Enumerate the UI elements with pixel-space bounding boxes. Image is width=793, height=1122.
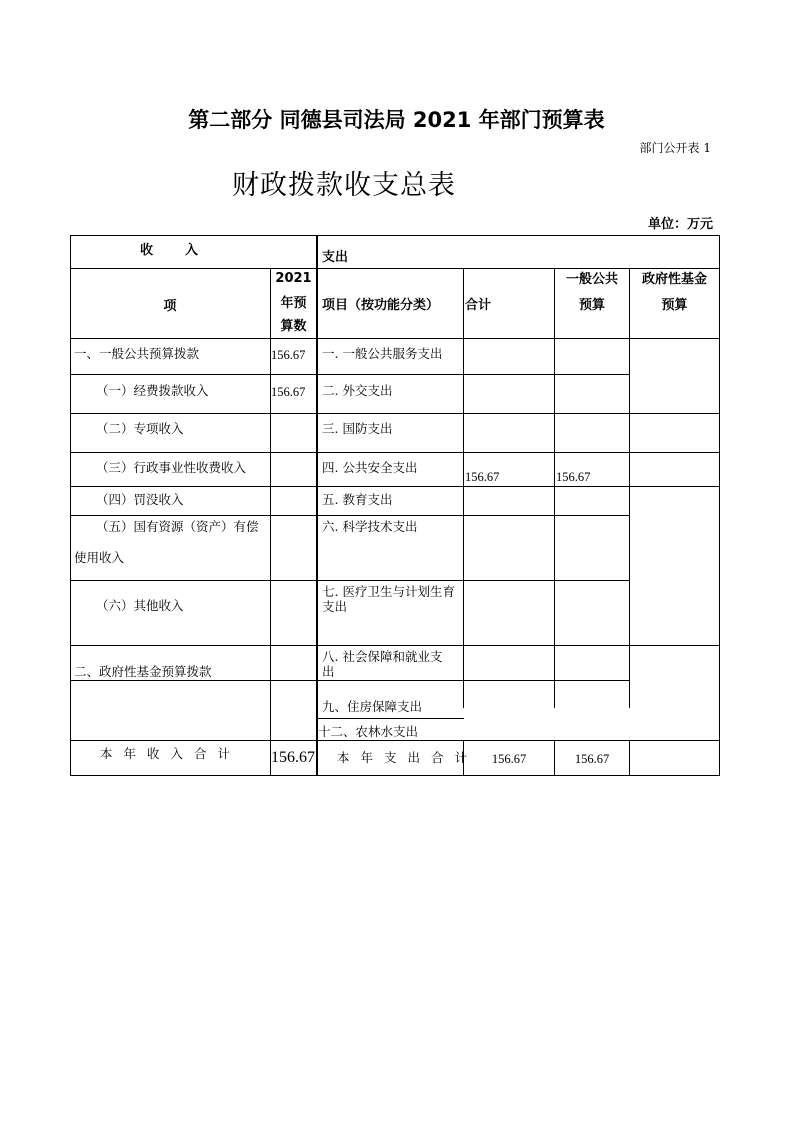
row-line-10 bbox=[316, 718, 464, 719]
income-row-value: 156.67 bbox=[271, 348, 306, 362]
col-general-line1: 一般公共 bbox=[565, 272, 618, 287]
expense-row-label-cont: 出 bbox=[322, 664, 335, 679]
row-line-totals bbox=[70, 740, 720, 741]
income-total-value: 156.67 bbox=[271, 749, 315, 766]
part-title: 第二部分 同德县司法局 2021 年部门预算表 bbox=[188, 108, 605, 132]
row-line-1 bbox=[70, 338, 720, 339]
expense-row-label: 五. 教育支出 bbox=[322, 492, 393, 507]
row-line-2 bbox=[70, 374, 630, 375]
expense-general-total-value: 156.67 bbox=[574, 752, 610, 766]
expense-total-value: 156.67 bbox=[491, 752, 527, 766]
expense-total-label: 本年支出合计 bbox=[337, 750, 479, 765]
col-budget-2021-line3: 算数 bbox=[280, 319, 307, 334]
row-line-9 bbox=[70, 680, 630, 681]
table-right-border bbox=[719, 235, 720, 776]
income-row-label: （五）国有资源（资产）有偿 bbox=[96, 519, 259, 534]
table-title: 财政拨款收支总表 bbox=[232, 170, 456, 201]
expense-row-label: 二. 外交支出 bbox=[322, 383, 393, 398]
income-row-label: 一、一般公共预算拨款 bbox=[74, 346, 200, 361]
expense-row-general: 156.67 bbox=[556, 470, 591, 484]
expense-row-label: 一. 一般公共服务支出 bbox=[322, 346, 443, 361]
income-row-label-cont: 使用收入 bbox=[74, 550, 125, 565]
row-line-4 bbox=[70, 452, 720, 453]
expense-row-label: 九、住房保障支出 bbox=[322, 699, 423, 714]
expense-row-label: 八. 社会保障和就业支 bbox=[322, 649, 443, 664]
expense-row-total: 156.67 bbox=[465, 470, 500, 484]
income-row-label: （四）罚没收入 bbox=[96, 492, 184, 507]
form-number: 部门公开表 1 bbox=[639, 141, 711, 155]
col-expense-item-header: 项目（按功能分类） bbox=[322, 298, 440, 313]
expense-row-label: 三. 国防支出 bbox=[322, 421, 393, 436]
income-row-label: （一）经费拨款收入 bbox=[96, 383, 209, 398]
income-row-label: 二、政府性基金预算拨款 bbox=[74, 664, 212, 679]
table-top-border bbox=[70, 235, 720, 236]
col-item-header: 项 bbox=[163, 299, 177, 314]
income-row-label: （三）行政事业性收费收入 bbox=[96, 460, 247, 475]
income-header: 收 入 bbox=[139, 243, 200, 258]
row-line-8 bbox=[70, 645, 720, 646]
divider-general-fund-a bbox=[629, 268, 630, 708]
income-row-label: （六）其他收入 bbox=[96, 598, 184, 613]
expense-header: 支出 bbox=[322, 250, 349, 265]
expense-row-label-cont: 支出 bbox=[322, 599, 348, 614]
expense-row-label: 四. 公共安全支出 bbox=[322, 460, 418, 475]
row-line-5 bbox=[70, 486, 720, 487]
expense-row-label: 六. 科学技术支出 bbox=[322, 519, 418, 534]
expense-row-label: 十二、农林水支出 bbox=[318, 724, 419, 739]
divider-expense-total-a bbox=[463, 268, 464, 708]
unit-label: 单位：万元 bbox=[647, 217, 713, 232]
table-bottom-border bbox=[70, 775, 720, 776]
income-row-label: （二）专项收入 bbox=[96, 421, 184, 436]
col-fund-line2: 预算 bbox=[661, 298, 688, 313]
col-budget-2021-line1: 2021 bbox=[275, 271, 312, 286]
table-left-border bbox=[70, 235, 71, 776]
income-total-label: 本年收入合计 bbox=[100, 746, 242, 761]
divider-income-value bbox=[270, 268, 271, 776]
row-line-6 bbox=[70, 515, 630, 516]
row-line-7 bbox=[70, 580, 630, 581]
divider-total-general-a bbox=[554, 268, 555, 708]
row-line-3 bbox=[70, 413, 720, 414]
col-general-line2: 预算 bbox=[578, 298, 605, 313]
col-fund-line1: 政府性基金 bbox=[641, 272, 707, 287]
divider-income-expense bbox=[316, 235, 318, 776]
col-total-header: 合计 bbox=[465, 298, 492, 313]
income-row-value: 156.67 bbox=[271, 385, 306, 399]
divider-general-fund-b bbox=[629, 740, 630, 776]
col-budget-2021-line2: 年预 bbox=[280, 296, 307, 311]
row-line-header bbox=[70, 268, 720, 269]
expense-row-label: 七. 医疗卫生与计划生育 bbox=[322, 584, 455, 599]
